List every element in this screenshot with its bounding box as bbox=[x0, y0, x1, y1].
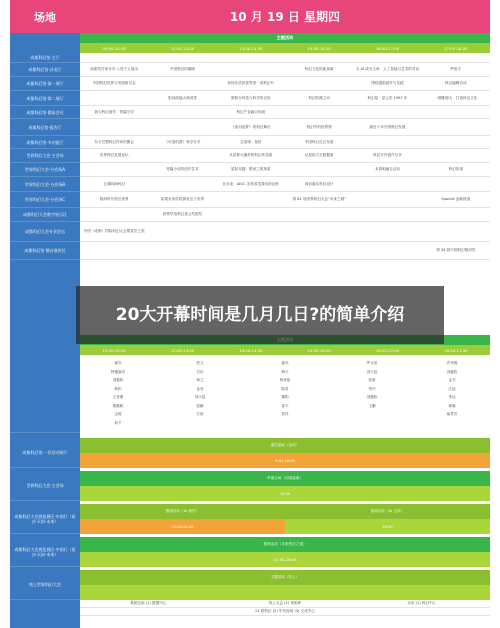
schedule-row bbox=[80, 119, 490, 136]
guest-name[interactable]: 王鹏 bbox=[368, 403, 376, 408]
session-cell[interactable]: 我与科幻创作：短篇分享 bbox=[94, 109, 134, 114]
venue-label: 成都科幻馆·圆台演讲区 bbox=[10, 242, 80, 260]
session-cell[interactable]: 影视改编大师讲堂 bbox=[168, 95, 197, 100]
morning-band: 主题活动 bbox=[80, 33, 490, 43]
session-cell[interactable]: 微积分科技与科学的讨论 bbox=[231, 95, 271, 100]
schedule-row bbox=[80, 63, 490, 77]
session-cell[interactable] bbox=[80, 53, 148, 62]
venue-header: 场地 bbox=[34, 10, 56, 24]
venue-label: 成都科幻馆·主厅 bbox=[10, 53, 80, 63]
guest-name[interactable]: 陈楸帆 bbox=[112, 403, 124, 408]
guest-name[interactable]: 刘洋 bbox=[281, 412, 289, 416]
venue-label: 世界科幻大会·分会场C bbox=[10, 192, 80, 208]
guest-list bbox=[255, 359, 315, 419]
venue-label: 成都科幻馆·第一展厅 bbox=[10, 77, 80, 91]
session-cell[interactable]: 神话落实科幻设计 bbox=[304, 181, 334, 186]
schedule-row bbox=[80, 177, 490, 192]
guest-name[interactable]: 杨家铭 bbox=[279, 378, 291, 382]
session-cell[interactable]: 东方巴蜀科幻作家的聚会 bbox=[94, 139, 134, 144]
time-slot: 16:30-17:30 bbox=[444, 347, 468, 353]
session-cell[interactable]: 最近十年中国科幻发展 bbox=[369, 124, 406, 129]
event-time: 9:00-18:00 bbox=[80, 453, 490, 468]
schedule-row bbox=[80, 222, 490, 242]
schedule-row bbox=[80, 208, 490, 222]
session-cell[interactable] bbox=[80, 119, 148, 135]
session-cell[interactable]: 世界科幻发展论坛 bbox=[99, 153, 129, 158]
time-slot: 14:30-15:30 bbox=[307, 45, 331, 51]
session-cell[interactable] bbox=[80, 163, 148, 176]
session-cell[interactable] bbox=[285, 242, 353, 259]
guest-name[interactable]: 郝景芳 bbox=[446, 412, 458, 416]
session-cell[interactable] bbox=[285, 163, 353, 176]
guest-name[interactable]: 许华源 bbox=[446, 361, 458, 365]
session-cell[interactable]: 中国科幻世界与发展研讨会 bbox=[92, 81, 136, 86]
session-cell[interactable] bbox=[148, 149, 216, 162]
footer-cell[interactable]: 系统总部 (1) 数据中心 bbox=[130, 601, 167, 606]
schedule-row bbox=[80, 106, 490, 119]
session-cell[interactable] bbox=[80, 242, 148, 259]
guest-name[interactable]: 刘慈欣 bbox=[112, 378, 124, 382]
guest-name[interactable]: 李兴 bbox=[368, 386, 376, 391]
schedule-header bbox=[10, 0, 490, 33]
session-cell[interactable]: 一期推理大：打造科幻文化 bbox=[434, 95, 478, 100]
session-cell[interactable] bbox=[422, 106, 490, 118]
guest-list bbox=[170, 359, 230, 419]
session-cell[interactable]: 科幻写作创作分享 bbox=[373, 153, 402, 158]
session-cell[interactable]: 数码时代科幻世界 bbox=[99, 197, 129, 202]
guest-name[interactable]: 江远 bbox=[448, 386, 456, 391]
venue-label: 成都科幻馆·报告厅 bbox=[10, 119, 80, 136]
venue-label: 成都科幻馆·一层活动展厅 bbox=[10, 438, 80, 468]
venue-label: 线上世界科幻大会 bbox=[10, 570, 80, 600]
guest-name[interactable]: 宝树 bbox=[114, 412, 122, 416]
morning-slots bbox=[80, 43, 490, 53]
guest-name[interactable]: 张文 bbox=[196, 361, 204, 365]
guest-name[interactable]: 董阳 bbox=[281, 395, 289, 399]
event-time: 20:00-21:00 bbox=[80, 519, 285, 534]
event-block[interactable]: 华丽会场（闭幕盛典） bbox=[80, 471, 490, 486]
session-cell[interactable] bbox=[422, 177, 490, 191]
session-cell[interactable] bbox=[353, 208, 421, 221]
session-cell[interactable]: 科幻星 · 星云奖 1987 年 bbox=[367, 95, 408, 100]
session-cell[interactable] bbox=[422, 136, 490, 148]
guest-name[interactable]: 嘉宾 bbox=[281, 361, 289, 365]
guest-name[interactable]: 春平 bbox=[281, 403, 289, 408]
time-slot: 11:00-12:00 bbox=[170, 45, 195, 51]
session-cell[interactable] bbox=[353, 192, 421, 207]
session-cell[interactable] bbox=[217, 222, 285, 241]
session-cell[interactable] bbox=[422, 119, 490, 135]
afternoon-slots bbox=[80, 345, 490, 355]
event-time: 19:00 bbox=[80, 486, 490, 501]
guest-name[interactable]: 刘宇昆 bbox=[194, 395, 206, 399]
venue-label bbox=[10, 355, 80, 433]
time-slot: 16:30-17:00 bbox=[375, 347, 400, 353]
venue-label: 成都科幻馆·第二展厅 bbox=[10, 91, 80, 106]
guest-name[interactable]: 刘宇昆 bbox=[366, 369, 378, 374]
guest-name[interactable]: 江波 bbox=[196, 412, 204, 416]
guest-name[interactable]: 李达 bbox=[448, 395, 456, 399]
session-cell[interactable]: 第 81 届世界科幻大会"未来之城" bbox=[292, 197, 346, 202]
session-cell[interactable] bbox=[422, 149, 490, 162]
session-cell[interactable] bbox=[353, 106, 421, 118]
time-slot: 17:00-18:00 bbox=[444, 45, 468, 51]
session-cell[interactable]: 如果未来你将拥有这个世界 bbox=[160, 197, 205, 202]
time-slot: 13:30-14:30 bbox=[239, 45, 263, 51]
guest-name[interactable]: 张鹏 bbox=[196, 403, 204, 408]
session-cell[interactable]: 从星系大爆炸的科幻作品看 bbox=[229, 153, 273, 158]
guest-list bbox=[422, 359, 482, 419]
time-slot: 13:00-14:30 bbox=[239, 347, 263, 353]
session-cell[interactable]: 如何在虚拟世界里一部科幻片 bbox=[227, 81, 275, 86]
guest-name[interactable]: 金书 bbox=[448, 378, 456, 382]
venue-label: 世界科幻大会·主会场 bbox=[10, 471, 80, 501]
guest-name[interactable]: 路希 bbox=[281, 386, 289, 391]
event-block[interactable]: 数码活动（未来科幻之夜） bbox=[80, 537, 490, 552]
footer-row bbox=[80, 608, 490, 616]
session-cell[interactable] bbox=[285, 77, 353, 90]
schedule-row bbox=[80, 91, 490, 106]
session-cell[interactable]: 围绕漫画创作与实践 bbox=[371, 81, 404, 86]
session-cell[interactable]: 科幻中的世界观 bbox=[306, 124, 332, 129]
schedule-row bbox=[80, 149, 490, 163]
session-cell[interactable] bbox=[80, 208, 148, 221]
overlay-title: 20大开幕时间是几月几日?的简单介绍 bbox=[76, 286, 444, 344]
venue-label: 世界科幻大会·分会场B bbox=[10, 177, 80, 192]
schedule-row bbox=[80, 242, 490, 260]
session-cell[interactable]: 《可爱的我》科学分享 bbox=[164, 139, 201, 144]
venue-label: 成都科幻馆·沙龙厅 bbox=[10, 63, 80, 77]
guest-name[interactable]: 韩松 bbox=[114, 386, 122, 391]
session-cell[interactable] bbox=[285, 106, 353, 118]
session-cell[interactable]: 在未来，AIGC 怎样改变我们的创作 bbox=[222, 181, 280, 186]
session-cell[interactable] bbox=[217, 53, 285, 62]
session-cell[interactable] bbox=[217, 242, 285, 259]
session-cell[interactable]: 《星河追梦》的科幻舞台 bbox=[231, 124, 271, 129]
venue-label: 世界科幻大会·主会场 bbox=[10, 149, 80, 163]
footer-cell[interactable]: 未来 (1) 科幻中心 bbox=[407, 601, 437, 606]
footer-cell[interactable]: 21 届科幻 (2) 年代现场 (3) 文化中心 bbox=[255, 609, 315, 614]
session-cell[interactable]: 宝星球 · 星钻 bbox=[240, 139, 262, 144]
guest-name[interactable]: 刘慈欣 bbox=[446, 369, 458, 374]
guest-name[interactable]: 杨立 bbox=[196, 378, 204, 382]
venue-label: 成都科幻大会展览展区·中国行（星沙·天府·未来） bbox=[10, 504, 80, 534]
session-cell[interactable] bbox=[285, 208, 353, 221]
session-cell[interactable] bbox=[422, 53, 490, 62]
venue-label: 成都科幻馆·圆桌会议 bbox=[10, 106, 80, 119]
guest-list bbox=[88, 359, 148, 427]
session-cell[interactable]: 科幻星球 bbox=[448, 167, 463, 172]
session-cell[interactable] bbox=[80, 91, 148, 105]
event-block[interactable]: 通往星际（活动） bbox=[80, 438, 490, 453]
time-slot: 12:00-13:00 bbox=[170, 347, 195, 353]
session-cell[interactable]: 星际穿越：银河之旅探索 bbox=[231, 167, 271, 172]
session-cell[interactable] bbox=[148, 177, 216, 191]
guest-name[interactable]: 何夕 bbox=[114, 420, 122, 425]
guest-name[interactable]: 金莹 bbox=[196, 386, 204, 391]
session-cell[interactable]: 科幻经典之问 bbox=[308, 95, 330, 100]
guest-name[interactable]: 嘉宾 bbox=[114, 361, 122, 365]
session-cell[interactable] bbox=[353, 242, 421, 259]
event-block[interactable]: 数码活动（AI 主持） bbox=[285, 504, 490, 519]
event-block[interactable]: 数码活动（AI 颁奖） bbox=[80, 504, 285, 519]
session-cell[interactable]: 本真相融合活动 bbox=[374, 167, 401, 172]
session-cell[interactable] bbox=[148, 242, 216, 259]
venue-label: 成都科幻大会专业论坛 bbox=[10, 222, 80, 242]
session-cell[interactable] bbox=[148, 106, 216, 118]
session-cell[interactable] bbox=[422, 222, 490, 241]
time-slot: 16:00-17:00 bbox=[375, 45, 400, 51]
time-slot: 15:30-16:30 bbox=[307, 347, 331, 353]
venue-label: 成都科幻馆·多功能厅 bbox=[10, 136, 80, 149]
session-cell[interactable]: 科幻编辑访谈 bbox=[445, 81, 467, 86]
session-cell[interactable] bbox=[148, 222, 216, 241]
session-cell[interactable] bbox=[353, 53, 421, 62]
guest-name[interactable]: 特邀嘉宾 bbox=[110, 369, 126, 374]
schedule-row bbox=[80, 192, 490, 208]
schedule-row bbox=[80, 53, 490, 63]
session-cell[interactable] bbox=[353, 136, 421, 148]
venue-column bbox=[10, 33, 80, 628]
guest-name[interactable]: 林晓 bbox=[448, 403, 456, 408]
session-cell[interactable] bbox=[353, 177, 421, 191]
session-cell[interactable]: 短篇小说的创作艺术 bbox=[166, 167, 199, 172]
footer-row bbox=[80, 600, 490, 608]
session-cell[interactable] bbox=[285, 222, 353, 241]
session-cell[interactable]: 世界华语科幻星云奖颁奖 bbox=[162, 212, 203, 217]
session-cell[interactable] bbox=[217, 63, 285, 76]
session-cell[interactable]: 从星际天空数据看 bbox=[304, 153, 334, 158]
footer-cell[interactable]: 线上大会 (1) 资源库 bbox=[268, 601, 302, 606]
session-cell[interactable]: 当 AI 成为主角：人工智能与艺术的对话 bbox=[355, 67, 420, 72]
time-slot: 09:00-10:30 bbox=[102, 45, 126, 51]
venue-label: 成都科幻大会展览展区·中国行（星沙·天府·未来） bbox=[10, 537, 80, 567]
session-cell[interactable] bbox=[217, 208, 285, 221]
event-time: 20:00 bbox=[285, 519, 490, 534]
time-slot: 13:30-15:30 bbox=[102, 347, 126, 353]
schedule-sheet bbox=[10, 0, 490, 628]
session-cell[interactable]: 科幻产业融合现场 bbox=[236, 109, 266, 114]
schedule-row bbox=[80, 77, 490, 91]
guest-list bbox=[342, 359, 402, 410]
event-block[interactable]: 主题活动（线上） bbox=[80, 570, 490, 585]
guest-name[interactable]: 刘慈欣 bbox=[366, 395, 378, 399]
session-cell[interactable] bbox=[148, 53, 216, 62]
event-time bbox=[80, 585, 490, 600]
session-cell[interactable] bbox=[148, 77, 216, 90]
guest-name[interactable]: 罗永浩 bbox=[366, 361, 378, 365]
session-cell[interactable] bbox=[217, 192, 285, 207]
session-cell[interactable]: 中国科幻的趣味 bbox=[169, 67, 196, 72]
event-time: 21:00-23:00 bbox=[80, 552, 490, 567]
session-cell[interactable] bbox=[148, 119, 216, 135]
session-cell[interactable]: 雨果奖作家分享·入驻个人展出 bbox=[90, 67, 139, 72]
guest-name[interactable]: 王晋康 bbox=[112, 395, 124, 399]
session-cell[interactable]: 中国科幻社区发展 bbox=[304, 139, 334, 144]
guest-name[interactable]: 张新 bbox=[368, 378, 376, 382]
guest-name[interactable]: 吕乐 bbox=[196, 369, 204, 374]
session-cell[interactable]: 中国（成都）国际科幻大会暨星空之旅 bbox=[83, 229, 145, 234]
session-cell[interactable]: 科幻文化的新探索 bbox=[304, 67, 334, 72]
session-cell[interactable]: 第 34 届中国科幻银河奖 bbox=[436, 248, 476, 253]
guest-name[interactable]: 海天 bbox=[281, 369, 289, 374]
schedule-row bbox=[80, 136, 490, 149]
session-cell[interactable] bbox=[285, 53, 353, 62]
venue-label: 成都科幻大会数字展示区 bbox=[10, 208, 80, 222]
session-cell[interactable] bbox=[422, 208, 490, 221]
date-header: 10 月 19 日 星期四 bbox=[229, 10, 341, 24]
venue-label: 世界科幻大会·分会场A bbox=[10, 163, 80, 177]
session-cell[interactable]: 五湖四海科幻 bbox=[103, 181, 125, 186]
session-cell[interactable] bbox=[353, 222, 421, 241]
session-cell[interactable]: SpaceX 创新挑战 bbox=[441, 197, 471, 202]
schedule-row bbox=[80, 163, 490, 177]
session-cell[interactable]: 罗振宇 bbox=[450, 67, 462, 72]
